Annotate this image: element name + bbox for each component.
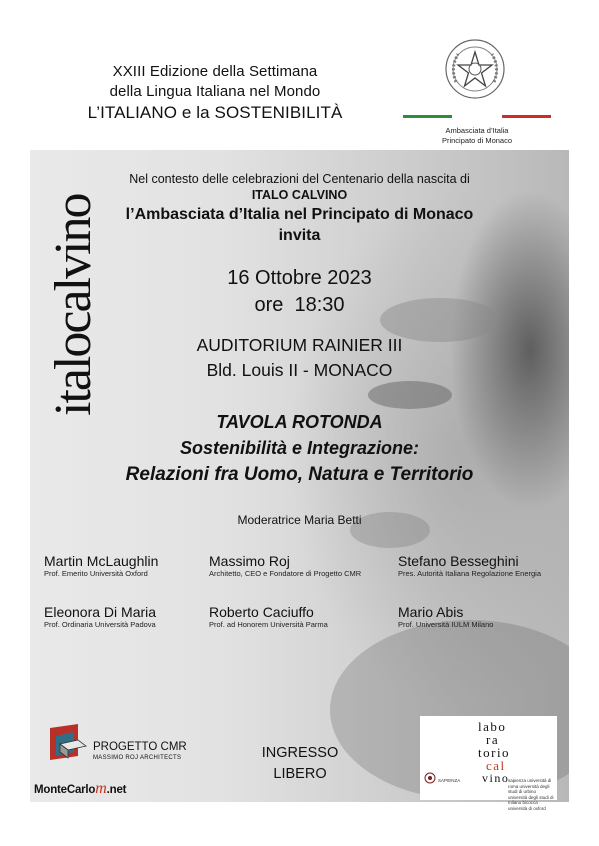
round-table-subtitle: Sostenibilità e Integrazione: — [179, 438, 420, 458]
speaker — [398, 553, 541, 578]
speaker-name: Stefano Besseghini — [398, 553, 519, 569]
lab-word-1: labo — [478, 719, 507, 734]
sapienza-seal-icon — [424, 772, 436, 784]
cmr-name: PROGETTO CMR — [93, 741, 187, 753]
venue-name: AUDITORIUM RAINIER III — [196, 335, 403, 355]
progetto-cmr-logo — [48, 722, 88, 762]
speaker-name: Mario Abis — [398, 604, 464, 620]
host-line: l’Ambasciata d’Italia nel Principato di Monaco — [125, 206, 474, 223]
entry-line1: INGRESSO — [261, 745, 339, 761]
venue-address: Bld. Louis II - MONACO — [206, 360, 393, 380]
lab-word-2: ra — [486, 732, 500, 747]
entry-line2: LIBERO — [273, 766, 327, 782]
event-date: 16 Ottobre 2023 — [227, 267, 372, 289]
logo-italo: italo — [45, 333, 102, 416]
round-table-subtitle-2: Relazioni fra Uomo, Natura e Territorio — [125, 464, 474, 485]
speaker-name: Eleonora Di Maria — [44, 604, 157, 620]
sapienza-label: SAPIENZA — [438, 778, 461, 783]
edition-header — [40, 62, 390, 124]
moderator-label: Moderatrice — [237, 513, 301, 527]
speaker-role: Prof. Emerito Università Oxford — [44, 569, 148, 578]
speaker-role: Prof. Ordinaria Università Padova — [44, 620, 156, 629]
italian-republic-emblem — [444, 38, 506, 100]
lab-partners-note: sapienza università di roma università degli studi di urbino università degli studi di milano bicocca università di oxford — [508, 778, 554, 811]
invite-word: invita — [278, 227, 321, 244]
laboratorio-calvino-logo — [420, 716, 557, 811]
mc-post: .net — [106, 784, 127, 796]
lab-word-3: torio — [478, 745, 511, 760]
lab-word-5: vino — [482, 771, 510, 785]
progetto-cmr-label — [93, 741, 187, 762]
moderator-name: Maria Betti — [304, 513, 362, 527]
week-line: della Lingua Italiana nel Mondo — [109, 83, 321, 100]
lab-word-4: cal — [486, 758, 506, 773]
speaker-role: Pres. Autorità Italiana Regolazione Energia — [398, 569, 542, 578]
round-table-title: TAVOLA ROTONDA — [216, 412, 383, 432]
embassy-caption — [420, 126, 534, 146]
speaker-role: Architetto, CEO e Fondatore di Progetto CMR — [209, 569, 362, 578]
speaker-name: Martin McLaughlin — [44, 553, 159, 569]
mc-mark: m — [95, 780, 107, 797]
cmr-subtitle: MASSIMO ROJ ARCHITECTS — [93, 755, 182, 761]
edition-line: XXIII Edizione della Settimana — [112, 63, 318, 80]
speaker — [209, 553, 361, 578]
embassy-caption-line1: Ambasciata d’Italia — [445, 126, 509, 135]
speaker — [398, 604, 493, 629]
embassy-caption-line2: Principato di Monaco — [441, 136, 513, 145]
speaker — [44, 604, 156, 629]
speaker-name: Roberto Caciuffo — [209, 604, 314, 620]
speaker-role: Prof. Università IULM Milano — [398, 620, 494, 629]
event-time: ore 18:30 — [254, 294, 345, 316]
montecarlo-net-logo — [34, 780, 126, 798]
speaker — [209, 604, 328, 629]
logo-calvino: calvino — [45, 194, 102, 334]
speaker-role: Prof. ad Honorem Università Parma — [209, 620, 328, 629]
honoree-name: ITALO CALVINO — [251, 188, 348, 202]
context-line: Nel contesto delle celebrazioni del Centenario della nascita di — [129, 172, 470, 186]
italian-flag-stripe — [403, 115, 551, 118]
mc-pre: MonteCarlo — [34, 784, 96, 796]
theme-line: L’ITALIANO e la SOSTENIBILITÀ — [87, 103, 343, 122]
speaker-name: Massimo Roj — [209, 553, 290, 569]
speaker — [44, 553, 158, 578]
moderator — [30, 513, 569, 527]
